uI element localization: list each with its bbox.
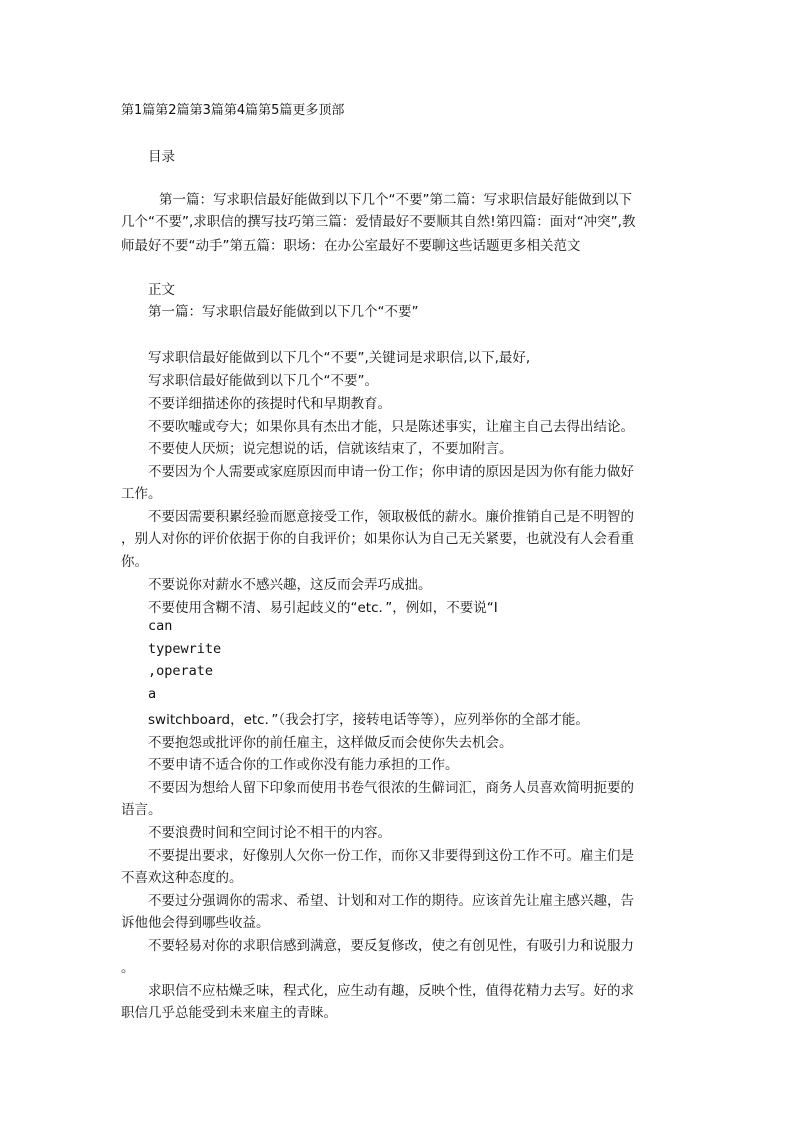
paragraph-line: 写求职信最好能做到以下几个“不要”。 [148,373,378,389]
paragraph-line: 不要浪费时间和空间讨论不相干的内容。 [148,825,391,841]
paragraph-line: 不要因为个人需要或家庭原因而申请一份工作；你申请的原因是因为你有能力做好 [148,464,634,480]
toc-line[interactable]: 几个“不要”,求职信的撰写技巧第三篇：爱情最好不要顺其自然!第四篇：面对“冲突”,教 [121,214,636,230]
toc-line[interactable]: 师最好不要“动手”第五篇：职场：在办公室最好不要聊这些话题更多相关范文 [121,238,581,254]
paragraph-line: 不要申请不适合你的工作或你没有能力承担的工作。 [148,757,459,773]
paragraph-line: 不要轻易对你的求职信感到满意，要反复修改，使之有创见性，有吸引力和说服力 [148,938,634,954]
paragraph-line: 你。 [121,554,148,570]
paragraph-line: 不要抱怨或批评你的前任雇主，这样做反而会使你失去机会。 [148,735,513,751]
top-nav [121,99,344,118]
paragraph-line: 不要说你对薪水不感兴趣，这反而会弄巧成拙。 [148,577,432,593]
paragraph-line: a [148,686,157,702]
paragraph-line: typewrite [148,641,222,657]
paragraph-line: 不要吹嘘或夸大；如果你具有杰出才能，只是陈述事实，让雇主自己去得出结论。 [148,419,634,435]
nav-link-part-2[interactable]: 第2篇 [155,103,190,118]
paragraph-line: ,operate [148,663,214,679]
paragraph-line: 诉他他会得到哪些收益。 [121,915,270,931]
paragraph-line: switchboard，etc．”（我会打字，接转电话等等），应列举你的全部才能。 [148,712,589,728]
toc-line[interactable]: 第一篇：写求职信最好能做到以下几个“不要”第二篇：写求职信最好能做到以下 [159,192,632,208]
paragraph-line: 写求职信最好能做到以下几个“不要”,关键词是求职信,以下,最好, [148,350,531,366]
nav-link-part-5[interactable]: 第5篇 [258,103,293,118]
nav-link-part-1[interactable]: 第1篇 [121,103,156,118]
nav-link-top[interactable]: 顶部 [318,103,345,118]
article-title: 第一篇：写求职信最好能做到以下几个“不要” [148,304,419,320]
paragraph-line: 职信几乎总能受到未来雇主的青睐。 [121,1005,337,1021]
body-heading: 正文 [148,282,175,298]
paragraph-line: 不喜欢这种态度的。 [121,870,243,886]
paragraph-line: 不要因需要积累经验而愿意接受工作，领取极低的薪水。廉价推销自己是不明智的 [148,509,634,525]
paragraph-line: 不要使人厌烦；说完想说的话，信就该结束了，不要加附言。 [148,441,513,457]
paragraph-line: 不要使用含糊不清、易引起歧义的“etc．”，例如，不要说“I [148,600,498,616]
paragraph-line: can [148,618,173,634]
paragraph-line: 不要因为想给人留下印象而使用书卷气很浓的生僻词汇，商务人员喜欢简明扼要的 [148,780,634,796]
paragraph-line: 不要详细描述你的孩提时代和早期教育。 [148,396,391,412]
paragraph-line: 不要过分强调你的需求、希望、计划和对工作的期待。应该首先让雇主感兴趣，告 [148,893,634,909]
paragraph-line: 工作。 [121,486,162,502]
paragraph-line: 语言。 [121,802,162,818]
nav-link-more[interactable]: 更多 [292,103,319,118]
nav-link-part-4[interactable]: 第4篇 [223,103,259,118]
paragraph-line: ，别人对你的评价依据于你的自我评价；如果你认为自己无关紧要，也就没有人会看重 [121,531,634,547]
nav-link-part-3[interactable]: 第3篇 [189,103,224,118]
toc-heading: 目录 [148,149,175,165]
paragraph-line: 。 [121,960,135,976]
paragraph-line: 不要提出要求，好像别人欠你一份工作，而你又非要得到这份工作不可。雇主们是 [148,848,634,864]
paragraph-line: 求职信不应枯燥乏味，程式化，应生动有趣，反映个性，值得花精力去写。好的求 [148,983,634,999]
